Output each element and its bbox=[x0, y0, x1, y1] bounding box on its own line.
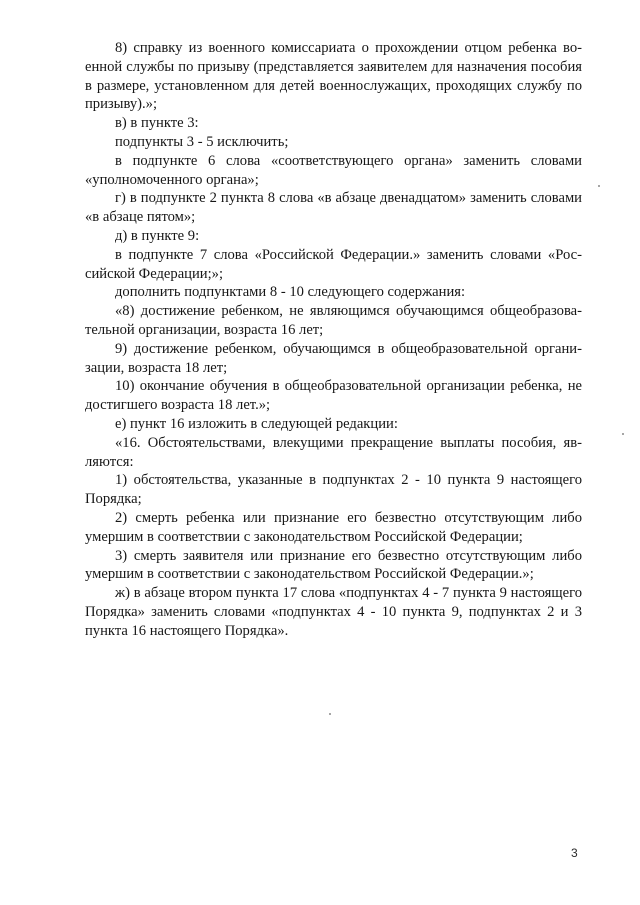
paragraph-point-16-text: «16. Обстоятельствами, влекущими прекращение выплаты пособия, являются: bbox=[85, 434, 582, 470]
page-number: 3 bbox=[571, 846, 578, 860]
paragraph-add-subitems: дополнить подпунктами 8 - 10 следующего содержания: bbox=[115, 284, 466, 301]
paragraph-subitem-10-text: 10) окончание обучения в общеобразовательной организации ребенка, не достигшего возраста 18 лет.»; bbox=[85, 378, 582, 414]
paragraph-exclude-subitems: подпункты 3 - 5 исключить; bbox=[115, 133, 289, 150]
paragraph-item-8-certificate: 8) справку из военного комиссариата о прохождении отцом ребенка военной службы по призыву (представляется заявителем для назначения пособия в размере, установленном для детей военнослужащих, проходящих службу по призыву).»; bbox=[85, 40, 582, 113]
scan-speck bbox=[598, 185, 600, 187]
paragraph-point-17-replace: ж) в абзаце втором пункта 17 слова «подпунктах 4 - 7 пункта 9 настоящего Порядка» заменить словами «подпунктах 4 - 10 пункта 9, подпунктах 2 и 3 пункта 16 настоящего Порядка». bbox=[85, 585, 582, 639]
paragraph-subitem-9-text: 9) достижение ребенком, обучающимся в общеобразовательной организации, возраста 18 лет; bbox=[85, 340, 582, 376]
paragraph-subitem-8-text: «8) достижение ребенком, не являющимся обучающимся общеобразовательной организации, возраста 16 лет; bbox=[85, 303, 582, 338]
paragraph-point-3-heading: в) в пункте 3: bbox=[115, 115, 199, 132]
paragraph-point-8-replace: г) в подпункте 2 пункта 8 слова «в абзаце двенадцатом» заменить словами «в абзаце пятом»; bbox=[85, 190, 582, 226]
scan-speck bbox=[622, 433, 624, 435]
paragraph-circumstance-1: 1) обстоятельства, указанные в подпунктах 2 - 10 пункта 9 настоящего Порядка; bbox=[85, 472, 582, 508]
paragraph-point-9-heading: д) в пункте 9: bbox=[115, 227, 200, 244]
paragraph-circumstance-2: 2) смерть ребенка или признание его безвестно отсутствующим либо умершим в соответствии с законодательством Российской Федерации; bbox=[85, 509, 582, 545]
paragraph-subitem-6-replace: в подпункте 6 слова «соответствующего органа» заменить словами «уполномоченного органа»; bbox=[85, 152, 582, 188]
scan-speck bbox=[329, 713, 331, 715]
paragraph-circumstance-3: 3) смерть заявителя или признание его безвестно отсутствующим либо умершим в соответствии с законодательством Российской Федерации.»; bbox=[85, 547, 582, 583]
document-body bbox=[85, 39, 582, 641]
paragraph-subitem-7-replace: в подпункте 7 слова «Российской Федерации.» заменить словами «Российской Федерации;»; bbox=[85, 246, 582, 282]
paragraph-point-16-heading: е) пункт 16 изложить в следующей редакции: bbox=[115, 415, 398, 432]
